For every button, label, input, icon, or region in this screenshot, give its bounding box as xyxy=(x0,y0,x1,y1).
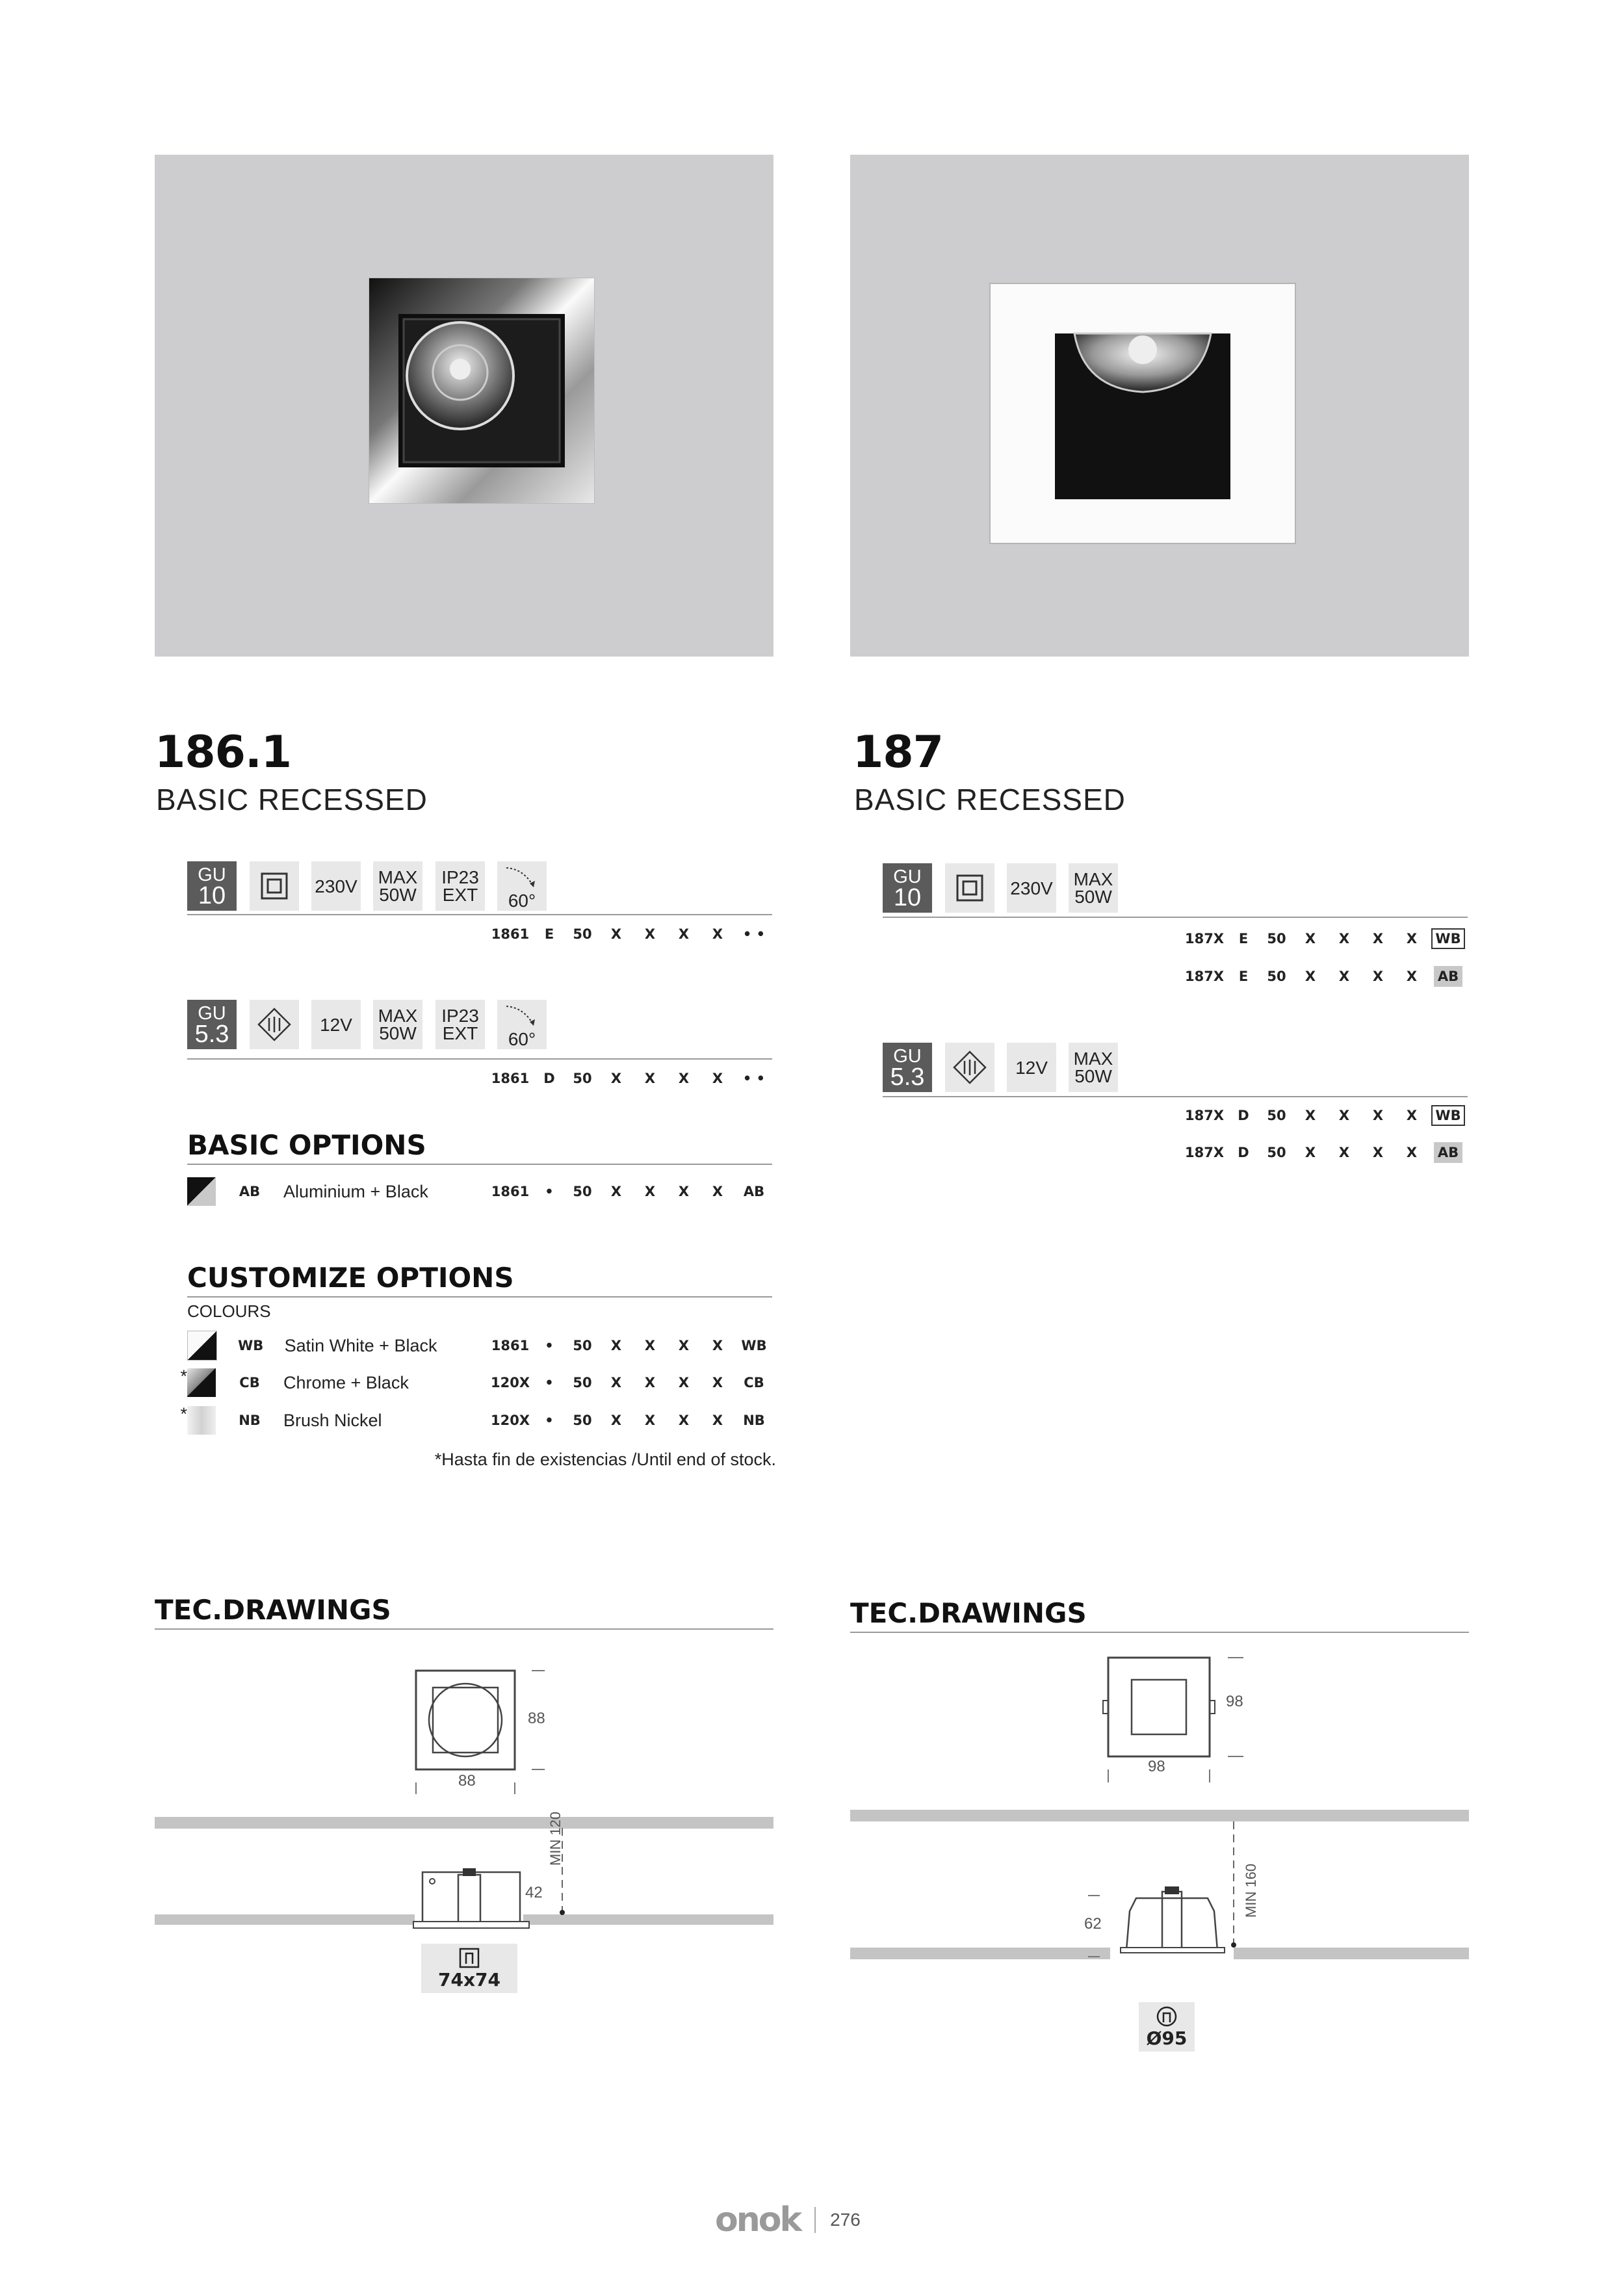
divider xyxy=(850,1632,1469,1633)
dim-height: 88 xyxy=(528,1710,545,1727)
socket-icon: GU 10 xyxy=(187,861,237,911)
product-code-row: 187X D 50 X X X X WB xyxy=(1175,1101,1468,1130)
model-title-187: 187 xyxy=(853,727,943,778)
option-row-nb: * NB Brush Nickel 120X • 50 X X X X NB xyxy=(170,1404,773,1437)
product-code-row: 187X D 50 X X X X AB xyxy=(1175,1138,1468,1167)
class-two-icon xyxy=(945,863,994,913)
socket-icon: GU 5.3 xyxy=(883,1043,932,1092)
tilt-angle-icon: 60° xyxy=(497,1000,547,1049)
voltage-badge: 12V xyxy=(311,1000,361,1049)
max-power-badge: MAX 50W xyxy=(1069,1043,1118,1092)
dim-width: 88 xyxy=(458,1772,476,1790)
divider xyxy=(187,1164,772,1165)
lamp-chrome-square-icon xyxy=(155,155,773,657)
ceiling-line xyxy=(155,1817,773,1829)
socket-icon: GU 10 xyxy=(883,863,932,913)
model-title-186-1: 186.1 xyxy=(155,727,292,778)
voltage-badge: 230V xyxy=(1007,863,1056,913)
tec-drawings-heading: TEC.DRAWINGS xyxy=(850,1597,1087,1629)
tilt-angle-icon: 60° xyxy=(497,861,547,911)
product-photo-187 xyxy=(850,155,1469,657)
footer-separator xyxy=(814,2207,816,2233)
class-two-icon xyxy=(250,861,299,911)
divider xyxy=(187,1296,772,1298)
product-code-row: 1861 E 50 X X X X • • xyxy=(491,926,766,942)
brush-nickel-swatch xyxy=(187,1406,216,1435)
ceiling-line xyxy=(850,1810,1469,1821)
product-code-row: 187X E 50 X X X X AB xyxy=(1175,962,1468,991)
brand-logo: onok xyxy=(715,2200,801,2239)
divider xyxy=(187,1058,772,1060)
ceiling-line xyxy=(155,1914,415,1925)
tec-drawings-heading: TEC.DRAWINGS xyxy=(155,1594,391,1626)
ip-rating-badge: IP23 EXT xyxy=(435,1000,485,1049)
cutout-badge: Ø95 xyxy=(1139,2002,1195,2052)
dim-depth: 42 xyxy=(525,1884,543,1901)
colours-label: COLOURS xyxy=(187,1301,271,1321)
side-view-drawing xyxy=(409,1866,539,1937)
dim-min-depth: MIN 120 xyxy=(547,1811,564,1866)
max-power-badge: MAX 50W xyxy=(373,1000,422,1049)
option-row-cb: * CB Chrome + Black 120X • 50 X X X X CB xyxy=(170,1366,773,1399)
product-photo-186-1 xyxy=(155,155,773,657)
dim-height: 98 xyxy=(1226,1693,1243,1710)
chrome-black-swatch xyxy=(187,1368,216,1397)
cutout-round-icon xyxy=(1156,2005,1178,2028)
voltage-badge: 230V xyxy=(311,861,361,911)
transformer-icon xyxy=(250,1000,299,1049)
option-row-ab: AB Aluminium + Black 1861 • 50 X X X X AB xyxy=(187,1175,773,1208)
aluminium-black-swatch xyxy=(187,1177,216,1206)
transformer-icon xyxy=(945,1043,994,1092)
option-row-wb: WB Satin White + Black 1861 • 50 X X X X WB xyxy=(170,1329,773,1362)
ceiling-line xyxy=(1234,1948,1469,1959)
socket-icon: GU 5.3 xyxy=(187,1000,237,1049)
ceiling-line xyxy=(850,1948,1110,1959)
product-name-186-1: BASIC RECESSED xyxy=(156,783,428,816)
dim-width: 98 xyxy=(1148,1758,1165,1775)
max-power-badge: MAX 50W xyxy=(1069,863,1118,913)
page-number: 276 xyxy=(830,2210,861,2230)
basic-options-heading: BASIC OPTIONS xyxy=(187,1129,426,1161)
divider xyxy=(883,917,1468,918)
max-power-badge: MAX 50W xyxy=(373,861,422,911)
side-view-drawing xyxy=(1110,1885,1240,1963)
top-view-drawing xyxy=(403,1658,559,1801)
divider xyxy=(883,1096,1468,1097)
cutout-badge: 74x74 xyxy=(421,1944,517,1993)
product-name-187: BASIC RECESSED xyxy=(854,783,1126,816)
top-view-drawing xyxy=(1089,1645,1258,1788)
satin-white-black-swatch xyxy=(187,1331,217,1361)
product-code-row: 187X E 50 X X X X WB xyxy=(1175,924,1468,953)
dim-min-depth: MIN 160 xyxy=(1243,1863,1259,1918)
divider xyxy=(155,1628,773,1630)
customize-options-heading: CUSTOMIZE OPTIONS xyxy=(187,1262,514,1294)
divider xyxy=(187,914,772,915)
product-code-row: 1861 D 50 X X X X • • xyxy=(491,1071,766,1086)
cutout-square-icon xyxy=(458,1947,480,1969)
dim-depth: 62 xyxy=(1084,1915,1102,1933)
voltage-badge: 12V xyxy=(1007,1043,1056,1092)
footer xyxy=(715,2197,988,2243)
stock-note: *Hasta fin de existencias /Until end of stock. xyxy=(434,1450,776,1469)
lamp-white-square-icon xyxy=(850,155,1469,657)
ip-rating-badge: IP23 EXT xyxy=(435,861,485,911)
depth-guide-line xyxy=(1227,1821,1240,1951)
